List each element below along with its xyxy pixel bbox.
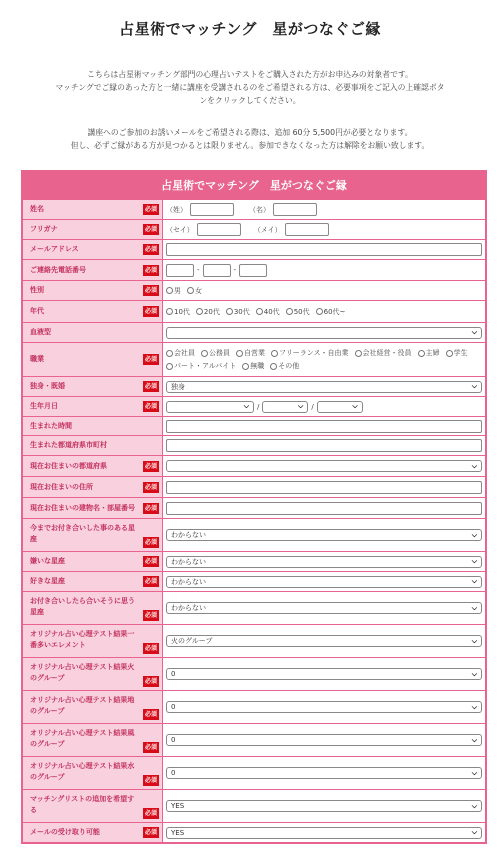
required-badge: 必須: [144, 777, 157, 784]
job-radio[interactable]: 会社経営・役員: [355, 348, 412, 358]
phone-input-3[interactable]: [239, 264, 267, 277]
chevron-down-icon: ⌵: [471, 768, 477, 777]
job-radio[interactable]: 学生: [446, 348, 468, 358]
row-marital: 独身・既婚 必須 独身 ⌵: [23, 376, 485, 396]
notice-line: 講座へのご参加のお誘いメールをご希望される際は、追加 60分 5,500円が必要となります。: [87, 128, 413, 137]
phone-input-2[interactable]: [203, 264, 231, 277]
required-badge: 必須: [144, 356, 157, 363]
job-radio[interactable]: パート・アルバイト: [166, 361, 236, 371]
chevron-down-icon: ⌵: [471, 735, 477, 744]
compat-sign-select[interactable]: わからない ⌵: [166, 602, 482, 614]
row-like-sign: 好きな星座 必須 わからない ⌵: [23, 571, 485, 591]
job-radio[interactable]: 主婦: [418, 348, 440, 358]
chevron-down-icon: ⌵: [471, 530, 477, 539]
row-address: 現在お住まいの住所 必須: [23, 476, 485, 497]
required-badge: 必須: [144, 829, 157, 836]
row-water-group: オリジナル占い心理テスト結果水のグループ 必須 0 ⌵: [23, 756, 485, 789]
birth-time-input[interactable]: [166, 420, 482, 433]
required-badge: 必須: [144, 383, 157, 390]
row-blood: 血液型 ⌵: [23, 322, 485, 342]
first-name-kana-input[interactable]: [285, 223, 329, 236]
sei-caption: （姓）: [166, 205, 187, 214]
chevron-down-icon: ⌵: [471, 828, 477, 836]
sei-kana-caption: （セイ）: [166, 225, 194, 234]
chevron-down-icon: ⌵: [471, 577, 477, 585]
required-badge: 必須: [144, 266, 157, 274]
application-form: [21, 170, 487, 844]
row-wind-group: オリジナル占い心理テスト結果風のグループ 必須 0 ⌵: [23, 723, 485, 756]
required-badge: 必須: [144, 711, 157, 718]
earth-group-select[interactable]: 0 ⌵: [166, 701, 482, 713]
required-badge: 必須: [144, 206, 157, 213]
field-label: 姓名 必須: [23, 200, 163, 219]
address-input[interactable]: [166, 481, 482, 494]
birth-year-select[interactable]: [166, 401, 254, 413]
water-group-select[interactable]: 0 ⌵: [166, 767, 482, 779]
date-separator: /: [257, 402, 260, 411]
chevron-down-icon: ⌵: [298, 402, 304, 410]
job-radio[interactable]: 会社員: [166, 348, 195, 358]
row-kana: フリガナ 必須 （セイ） （メイ）: [23, 219, 485, 239]
chevron-down-icon: ⌵: [471, 557, 477, 565]
phone-input-1[interactable]: [166, 264, 194, 277]
row-birthtime: 生まれた時間: [23, 416, 485, 435]
wind-group-select[interactable]: 0 ⌵: [166, 734, 482, 746]
notice-text: [0, 126, 500, 152]
fire-group-select[interactable]: 0 ⌵: [166, 668, 482, 680]
birth-day-select[interactable]: [317, 401, 363, 413]
required-badge: 必須: [144, 308, 157, 315]
intro-text: [0, 68, 500, 107]
job-radio[interactable]: 無職: [242, 361, 264, 371]
required-badge: 必須: [144, 645, 157, 652]
element-select[interactable]: 火のグループ ⌵: [166, 635, 482, 647]
row-age: 年代 必須 10代 20代 30代 40代 50代 60代~: [23, 300, 485, 322]
chevron-down-icon: ⌵: [471, 669, 477, 678]
dislike-sign-select[interactable]: わからない ⌵: [166, 556, 482, 568]
row-gender: 性別 必須 男 女: [23, 280, 485, 300]
radio-circle: [166, 287, 173, 294]
job-radio[interactable]: 公務員: [201, 348, 230, 358]
chevron-down-icon: ⌵: [471, 382, 477, 390]
birth-month-select[interactable]: [262, 401, 308, 413]
gender-radio-female[interactable]: 女: [187, 286, 202, 296]
row-matching-list: マッチングリストの追加を希望する 必須 YES ⌵: [23, 789, 485, 822]
row-mail: メールの受け取り可能 必須 YES ⌵: [23, 822, 485, 842]
chevron-down-icon: ⌵: [471, 702, 477, 711]
age-radio[interactable]: 10代: [166, 307, 190, 317]
age-radio[interactable]: 20代: [196, 307, 220, 317]
required-badge: 必須: [144, 403, 157, 410]
phone-separator: -: [233, 266, 237, 274]
phone-separator: -: [197, 266, 200, 274]
prefecture-select[interactable]: [166, 460, 482, 472]
row-dislike-sign: 嫌いな星座 必須 わからない ⌵: [23, 551, 485, 571]
row-birthdate: 生年月日 必須 ⌵ / ⌵ / ⌵: [23, 396, 485, 416]
job-radio[interactable]: 自営業: [236, 348, 265, 358]
row-fire-group: オリジナル占い心理テスト結果火のグループ 必須 0 ⌵: [23, 657, 485, 690]
row-email: メールアドレス 必須: [23, 239, 485, 259]
last-name-kana-input[interactable]: [197, 223, 241, 236]
required-badge: 必須: [144, 678, 157, 685]
chevron-down-icon: ⌵: [471, 461, 477, 470]
chevron-down-icon: ⌵: [471, 801, 477, 810]
required-badge: 必須: [144, 226, 157, 233]
past-sign-select[interactable]: わからない ⌵: [166, 529, 482, 541]
chevron-down-icon: ⌵: [471, 328, 477, 336]
required-badge: 必須: [144, 539, 157, 546]
marital-status-select[interactable]: 独身 ⌵: [166, 381, 482, 393]
required-badge: 必須: [144, 483, 157, 491]
page-title: 占星術でマッチング 星がつなぐご縁: [119, 20, 381, 38]
building-input[interactable]: [166, 502, 482, 515]
matching-list-select[interactable]: YES ⌵: [166, 800, 482, 812]
job-radio[interactable]: その他: [270, 361, 299, 371]
date-separator: /: [311, 402, 314, 411]
chevron-down-icon: ⌵: [243, 402, 249, 410]
chevron-down-icon: ⌵: [352, 402, 358, 410]
chevron-down-icon: ⌵: [471, 636, 477, 645]
birthplace-input[interactable]: [166, 439, 482, 452]
notice-line: 但し、必ずご縁がある方が見つかるとは限りません。参加できなくなった方は解除をお願い致します。: [70, 141, 430, 150]
required-badge: 必須: [144, 810, 157, 817]
row-job: 職業 必須 会社員 公務員 自営業 フリーランス・自由業 会社経営・役員 主婦 学生 パート・アルバイト 無職 その他: [23, 342, 485, 376]
required-badge: 必須: [144, 744, 157, 751]
row-prefecture: 現在お住まいの都道府県 必須 ⌵: [23, 455, 485, 476]
row-compat-sign: お付き合いしたら合いそうに思う星座 必須 わからない ⌵: [23, 591, 485, 624]
required-badge: 必須: [144, 462, 157, 470]
age-radio[interactable]: 50代: [286, 307, 310, 317]
email-input[interactable]: [166, 243, 482, 256]
intro-line: マッチングでご縁のあった方と一緒に講座を受講されるのをご希望される方は、必要事項をご記入の上確認ボタ: [55, 83, 445, 92]
intro-line: こちらは占星術マッチング部門の心理占いテストをご購入された方がお申込みの対象者です。: [87, 70, 413, 79]
row-earth-group: オリジナル占い心理テスト結果地のグループ 必須 0 ⌵: [23, 690, 485, 723]
gender-radio-male[interactable]: 男: [166, 286, 181, 296]
radio-circle: [187, 287, 194, 294]
row-past-sign: 今までお付き合いした事のある星座 必須 わからない ⌵: [23, 518, 485, 551]
mei-caption: （名）: [249, 205, 270, 214]
row-building: 現在お住まいの建物名・部屋番号 必須: [23, 497, 485, 518]
required-badge: 必須: [144, 504, 157, 512]
intro-line: ンをクリックしてください。: [199, 96, 301, 105]
row-name: [23, 199, 485, 219]
required-badge: 必須: [144, 578, 157, 585]
required-badge: 必須: [144, 287, 157, 294]
mei-kana-caption: （メイ）: [253, 225, 282, 234]
mail-select[interactable]: YES ⌵: [166, 827, 482, 839]
required-badge: 必須: [144, 558, 157, 565]
job-radio[interactable]: フリーランス・自由業: [271, 348, 349, 358]
chevron-down-icon: ⌵: [471, 603, 477, 612]
last-name-input[interactable]: [190, 203, 234, 216]
form-header: 占星術でマッチング 星がつなぐご縁: [23, 172, 485, 199]
required-badge: 必須: [144, 246, 157, 253]
row-birthplace: 生まれた都道府県市町村: [23, 435, 485, 455]
age-radio[interactable]: 60代~: [316, 307, 346, 317]
row-element: オリジナル占い心理テスト結果一番多いエレメント 必須 火のグループ ⌵: [23, 624, 485, 657]
row-phone: ご連絡先電話番号 必須 - -: [23, 259, 485, 280]
required-badge: 必須: [144, 612, 157, 619]
like-sign-select[interactable]: わからない ⌵: [166, 576, 482, 588]
first-name-input[interactable]: [273, 203, 317, 216]
age-radio[interactable]: 30代: [226, 307, 250, 317]
age-radio[interactable]: 40代: [256, 307, 280, 317]
blood-type-select[interactable]: [166, 327, 482, 339]
